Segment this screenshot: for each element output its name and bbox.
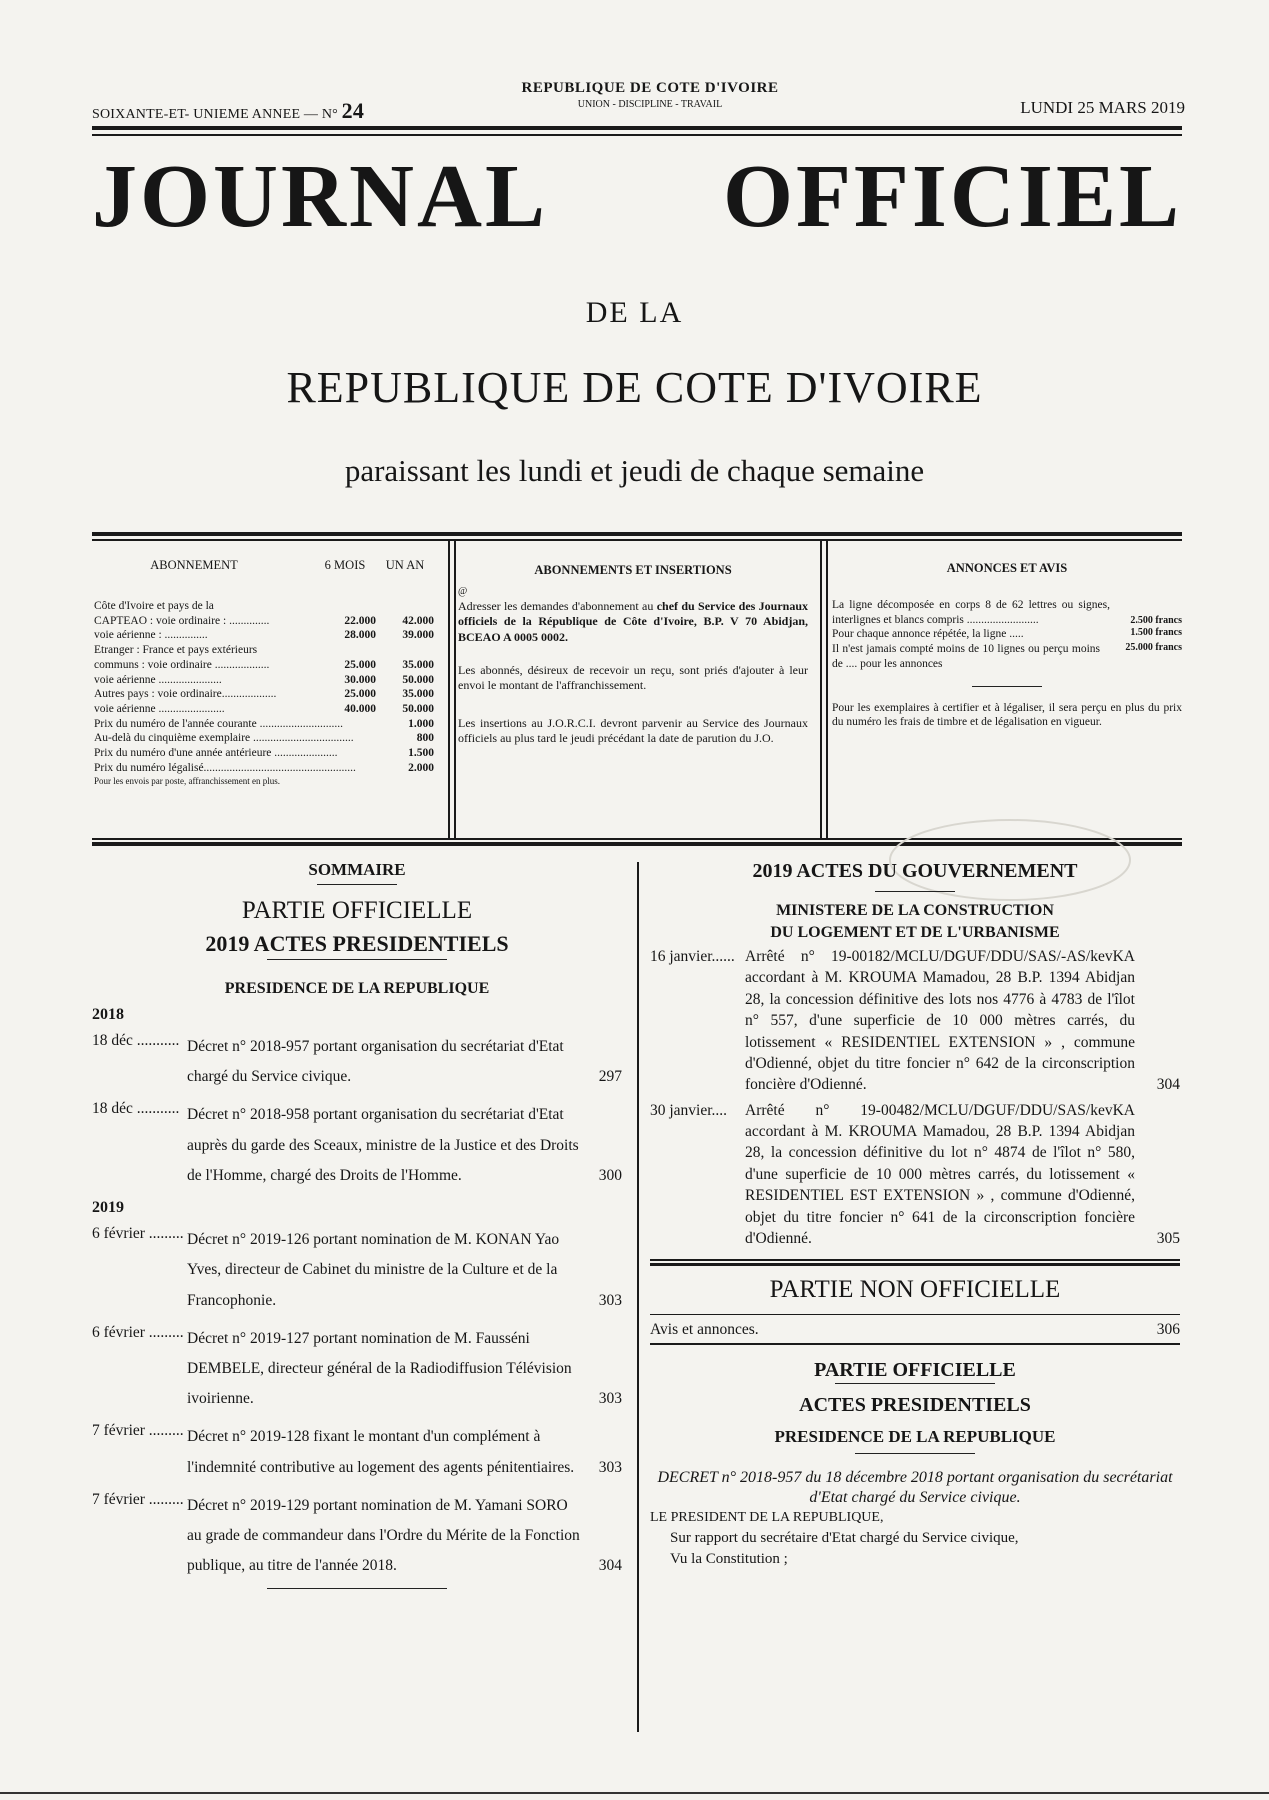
subscription-row: Prix du numéro légalisé..................................................... 2.000 [94, 761, 434, 774]
subscription-row: CAPTEAO : voie ordinaire : .............. 22.000 42.000 [94, 614, 434, 627]
page-bottom-edge [0, 1792, 1269, 1794]
summary-presidence: PRESIDENCE DE LA REPUBLIQUE [224, 980, 490, 997]
subscription-row: Etranger : France et pays extérieurs [94, 644, 258, 657]
subscription-table [94, 545, 434, 835]
subscriptions-insertions-box: ABONNEMENTS ET INSERTIONS @ Adresser les demandes d'abonnement au chef du Service des Journaux officiels de la République de Côte d'Ivoire, B.P. V 70 Abidjan, BCEAO A 0005 0002. Les abonnés, désireux de recevoir un reçu, sont priés d'ajouter à leur envoi le montant de l'affranchissement. Les insertions au J.O.R.C.I. devront parvenir au Service des Journaux officiels au plus tard le jeudi précédant la date de parution du J.O. [458, 563, 809, 745]
subscription-row: voie aérienne ...................... 30.000 50.000 [94, 673, 434, 686]
partie-non-officielle: PARTIE NON OFFICIELLE [769, 1275, 1061, 1303]
publication-frequency: paraissant les lundi et jeudi de chaque semaine [344, 453, 925, 488]
subscription-header-1an: UN AN [385, 558, 425, 572]
subscriptions-insertions-address: Adresser les demandes d'abonnement au chef du Service des Journaux officiels de la République de Côte d'Ivoire, B.P. V 70 Abidjan, BCEAO A 0005 0002. [458, 598, 809, 644]
summary-year-2019: 2019 [92, 1199, 124, 1217]
government-entry-page: 305 [1156, 1229, 1180, 1247]
summary-title: SOMMAIRE [308, 860, 406, 879]
announcement-rate-3: Il n'est jamais compté moins de 10 lignes ou perçu moins de .... pour les annonces 25.000 francs [832, 642, 1182, 670]
government-entry-text: Arrêté n° 19-00182/MCLU/DGUF/DDU/SAS/-AS/kevKA accordant à M. KROUMA Mamadou, 28 B.P. 1394 Abidjan 28, la concession définitive des lots nos 4776 à 4783 de l'îlot n° 557, d'une superficie de 10 000 mètres carrés, du lotissement « RESIDENTIEL EXTENSION » , commune d'Odienné, objet du titre foncier n° 642 de la circonscription foncière d'Odienné. [745, 948, 1135, 1094]
announcements-box [832, 545, 1182, 835]
summary-entry-date: 6 février ......... [92, 1225, 184, 1243]
government-entries [650, 946, 1180, 1249]
decree-title: DECRET n° 2018-957 du 18 décembre 2018 portant organisation du secrétariat d'Etat chargé du Service civique. [657, 1468, 1173, 1506]
decree-constitution: Vu la Constitution ; [670, 1550, 788, 1567]
summary-entry-page: 303 [598, 1390, 622, 1408]
info-divider-1 [448, 540, 450, 838]
summary-entry-date: 7 février ......... [92, 1490, 184, 1508]
subscriptions-receipt-note: Les abonnés, désireux de recevoir un reçu, sont priés d'ajouter à leur envoi le montant de l'affranchissement. [458, 662, 808, 693]
edition-line [92, 98, 364, 124]
subscription-row: voie aérienne ....................... 40.000 50.000 [94, 703, 434, 716]
summary-entry [92, 1225, 622, 1316]
national-motto: UNION - DISCIPLINE - TRAVAIL [577, 99, 723, 110]
subscription-header [94, 557, 434, 573]
government-column [650, 860, 1180, 1568]
government-entry-date: 30 janvier.... [650, 1101, 728, 1119]
summary-entry-text: Décret n° 2018-957 portant organisation du secrétariat d'Etat chargé du Service civique. [187, 1038, 564, 1086]
decree-president: LE PRESIDENT DE LA REPUBLIQUE, [650, 1509, 884, 1525]
subscription-row: Prix du numéro d'une année antérieure ...................... 1.500 [94, 747, 434, 760]
summary-entry [92, 1100, 622, 1191]
body-actes-presidentiels: ACTES PRESIDENTIELS [799, 1393, 1031, 1416]
summary-year-2018: 2018 [92, 1006, 124, 1023]
title-country: REPUBLIQUE DE COTE D'IVOIRE [286, 363, 983, 412]
summary-entry-page: 303 [598, 1291, 622, 1309]
summary-entry-page: 297 [598, 1068, 622, 1086]
title-de-la: DE LA [585, 296, 684, 329]
title-word-officiel: OFFICIEL [722, 147, 1182, 246]
summary-entry [92, 1422, 622, 1482]
summary-partie-officielle: PARTIE OFFICIELLE [241, 897, 473, 924]
announcement-certification-note: Pour les exemplaires à certifier et à légaliser, il sera perçu en plus du prix du numéro les frais de timbre et de légalisation en vigueur. [832, 701, 1182, 729]
summary-entry-page: 304 [598, 1557, 622, 1575]
summary-entry-date: 18 déc ........... [92, 1032, 180, 1049]
government-entry-text: Arrêté n° 19-00482/MCLU/DGUF/DDU/SAS/kevKA accordant à M. KROUMA Mamadou, 28 B.P. 1394 Abidjan 28, la concession définitive du lot n° 4874 de l'îlot n° 580, d'une superficie de 10 000 mètres carrés, du lotissement « RESIDENTIEL EST EXTENSION » , commune d'Odienné, objet du titre foncier n° 641 de la circonscription foncière d'Odienné. [745, 1101, 1135, 1247]
subscription-note: Pour les envois par poste, affranchissement en plus. [94, 775, 281, 786]
body-presidence: PRESIDENCE DE LA REPUBLIQUE [774, 1426, 1056, 1446]
journal-title [92, 147, 1182, 246]
announcements-title: ANNONCES ET AVIS [946, 561, 1068, 575]
header-rule-thin [92, 134, 1182, 136]
issue-date: LUNDI 25 MARS 2019 [1020, 98, 1185, 117]
subscriptions-insertions-title: ABONNEMENTS ET INSERTIONS [534, 563, 732, 577]
subscription-row: communs : voie ordinaire ................... 25.000 35.000 [94, 658, 434, 671]
title-word-journal: JOURNAL [92, 147, 549, 246]
republic-header [490, 80, 810, 110]
avis-annonces-line [650, 1321, 1180, 1339]
subscription-row: Prix du numéro de l'année courante ............................. 1.000 [94, 717, 434, 730]
subscription-row: voie aérienne : ............... 28.000 39.000 [94, 629, 434, 642]
summary-entry-date: 7 février ......... [92, 1422, 184, 1440]
insertions-deadline-note: Les insertions au J.O.R.C.I. devront parvenir au Service des Journaux officiels au plus tard le jeudi précédant la date de parution du J.O. [458, 715, 808, 745]
subscription-row: Autres pays : voie ordinaire................... 25.000 35.000 [94, 688, 434, 701]
avis-annonces-label: Avis et annonces. [650, 1321, 759, 1339]
subscription-header-6mois: 6 MOIS [324, 558, 366, 572]
government-entry-page: 304 [1156, 1076, 1180, 1094]
republic-name: REPUBLIQUE DE COTE D'IVOIRE [521, 80, 779, 96]
summary-entry-text: Décret n° 2019-128 fixant le montant d'un complément à l'indemnité contributive au logement des agents pénitentiaires. [187, 1428, 575, 1476]
summary-entry-page: 300 [598, 1166, 622, 1184]
summary-entry [92, 1324, 622, 1415]
announcement-rate-1: La ligne décomposée en corps 8 de 62 lettres ou signes, interlignes et blancs compris ......................... 2.500 francs [832, 599, 1182, 626]
info-rule-top-thick [92, 532, 1182, 536]
info-divider-1b [454, 540, 456, 838]
government-entry-date: 16 janvier...... [650, 948, 735, 965]
summary-entries-2018 [92, 1032, 622, 1191]
issue-number: 24 [341, 98, 365, 123]
decree-rapport: Sur rapport du secrétaire d'Etat chargé du Service civique, [670, 1529, 1019, 1546]
subscription-rows [94, 614, 434, 776]
info-divider-2 [820, 540, 822, 838]
info-divider-2b [826, 540, 828, 838]
avis-annonces-page: 306 [1156, 1321, 1180, 1339]
summary-column [92, 860, 622, 1589]
announcements-separator [972, 686, 1042, 687]
info-rule-top-thin [92, 539, 1182, 541]
header-rule-thick [92, 126, 1182, 130]
government-title: 2019 ACTES DU GOUVERNEMENT [752, 860, 1078, 882]
announcement-rate-2: Pour chaque annonce répétée, la ligne ..... 1.500 francs [832, 627, 1182, 641]
subscription-row: Au-delà du cinquième exemplaire ................................... 800 [94, 732, 434, 745]
summary-entry-page: 303 [598, 1458, 622, 1476]
summary-entry-date: 18 déc ........... [92, 1100, 180, 1118]
body-partie-officielle: PARTIE OFFICIELLE [814, 1358, 1016, 1381]
government-entry [650, 1100, 1180, 1250]
summary-entry-text: Décret n° 2019-127 portant nomination de M. Fausséni DEMBELE, directeur général de la Radiodiffusion Télévision ivoirienne. [187, 1329, 572, 1408]
summary-entry [92, 1032, 622, 1092]
subscription-header-label: ABONNEMENT [150, 558, 238, 572]
summary-entry-text: Décret n° 2019-129 portant nomination de M. Yamani SORO au grade de commandeur dans l'Ordre du Mérite de la Fonction publique, au titre de l'année 2018. [187, 1496, 580, 1575]
column-divider [637, 862, 639, 1732]
ministry-line-1: MINISTERE DE LA CONSTRUCTION [776, 902, 1054, 919]
summary-entries-2019 [92, 1225, 622, 1581]
summary-entry-text: Décret n° 2019-126 portant nomination de M. KONAN Yao Yves, directeur de Cabinet du ministre de la Culture et de la Francophonie. [187, 1231, 560, 1309]
ministry-line-2: DU LOGEMENT ET DE L'URBANISME [770, 924, 1060, 941]
summary-entry [92, 1491, 622, 1582]
government-entry [650, 946, 1180, 1096]
subscription-intro: Côte d'Ivoire et pays de la [94, 600, 214, 612]
summary-entry-text: Décret n° 2018-958 portant organisation du secrétariat d'Etat auprès du garde des Sceaux, ministre de la Justice et des Droits de l'Homme, chargé des Droits de l'Homme. [187, 1106, 579, 1184]
summary-actes-presidentiels: 2019 ACTES PRESIDENTIELS [205, 931, 509, 956]
edition-text: SOIXANTE-ET- UNIEME ANNEE — N° [92, 107, 338, 122]
summary-entry-date: 6 février ......... [92, 1323, 184, 1341]
